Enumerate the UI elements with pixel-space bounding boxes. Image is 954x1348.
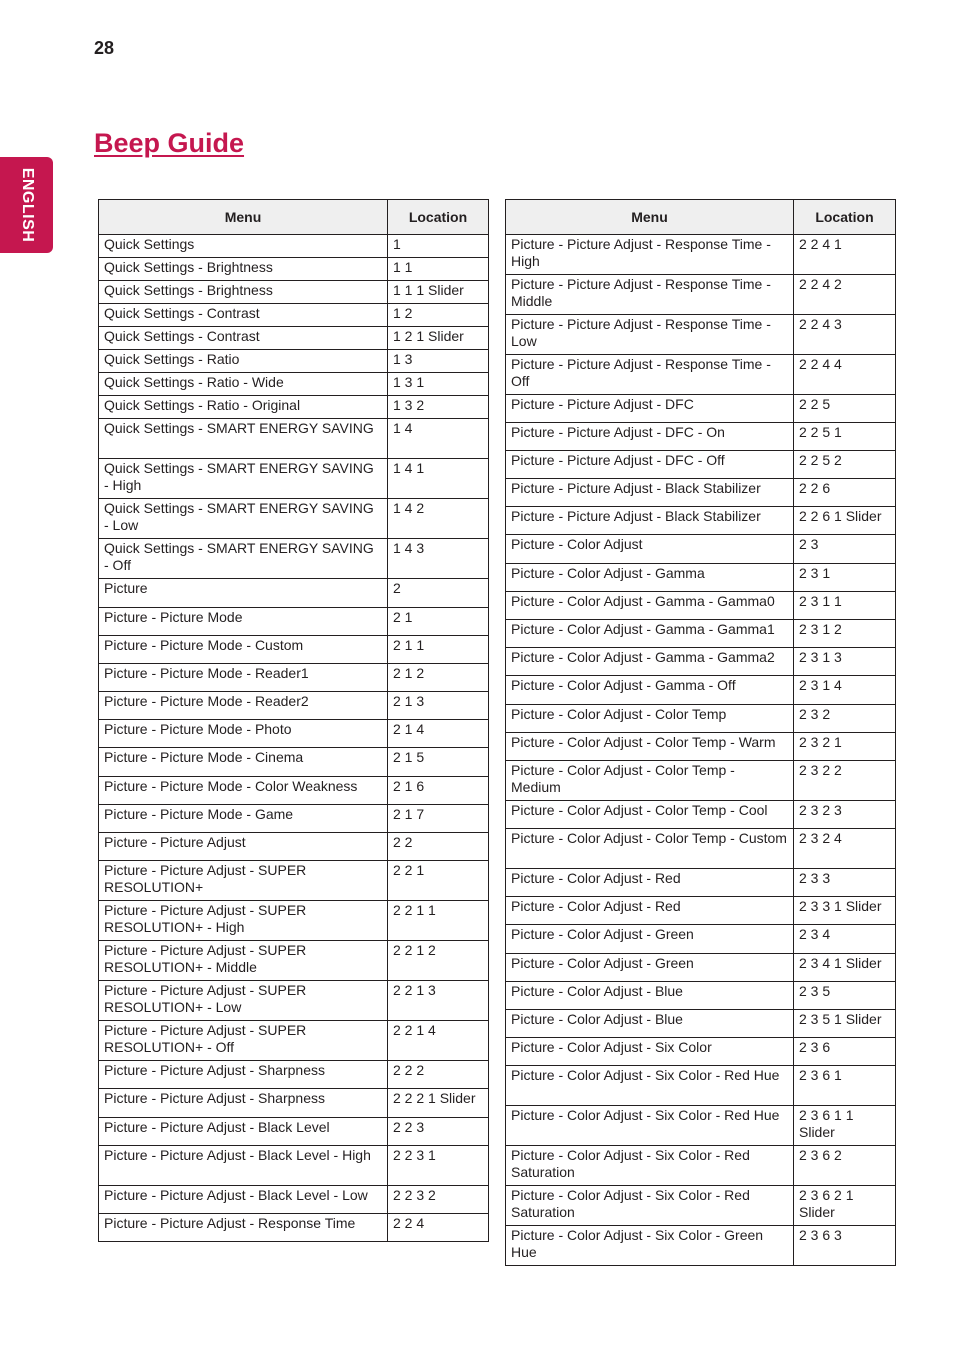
table-row <box>99 861 489 901</box>
table-row <box>99 664 489 692</box>
location-cell: 2 1 1 <box>388 636 489 664</box>
menu-cell: Picture - Picture Mode - Color Weakness <box>99 777 388 805</box>
location-cell: 1 4 <box>388 419 489 459</box>
location-cell: 1 <box>388 235 489 258</box>
location-cell: 2 3 3 <box>794 869 896 897</box>
location-cell: 2 1 3 <box>388 692 489 720</box>
beep-guide-table-left <box>98 199 489 1242</box>
location-cell: 1 3 2 <box>388 396 489 419</box>
location-cell: 2 2 5 <box>794 395 896 423</box>
location-cell: 2 1 5 <box>388 748 489 777</box>
menu-cell: Quick Settings - Ratio - Original <box>99 396 388 419</box>
table-row <box>506 676 896 705</box>
table-row <box>506 1226 896 1266</box>
location-cell: 2 3 2 1 <box>794 733 896 761</box>
menu-cell: Picture - Color Adjust - Red <box>506 897 794 925</box>
location-cell: 2 2 4 <box>388 1214 489 1242</box>
table-row <box>99 720 489 748</box>
table-row <box>99 692 489 720</box>
table-row <box>506 451 896 479</box>
table-row <box>99 258 489 281</box>
table-header-row <box>99 200 489 235</box>
table-row <box>506 801 896 829</box>
location-cell: 2 3 6 3 <box>794 1226 896 1266</box>
menu-cell: Picture - Picture Adjust - Response Time <box>99 1214 388 1242</box>
menu-cell: Quick Settings - Ratio - Wide <box>99 373 388 396</box>
table-row <box>506 315 896 355</box>
table-row <box>506 395 896 423</box>
table-row <box>506 423 896 451</box>
menu-cell: Picture - Picture Adjust - Black Level - High <box>99 1146 388 1186</box>
menu-cell: Quick Settings <box>99 235 388 258</box>
menu-cell: Quick Settings - SMART ENERGY SAVING - Off <box>99 539 388 579</box>
location-cell: 2 2 1 4 <box>388 1021 489 1061</box>
location-cell: 2 3 2 3 <box>794 801 896 829</box>
location-cell: 1 2 <box>388 304 489 327</box>
location-cell: 2 2 4 2 <box>794 275 896 315</box>
menu-cell: Picture - Picture Adjust - SUPER RESOLUTION+ - Off <box>99 1021 388 1061</box>
location-cell: 2 2 2 1 Slider <box>388 1089 489 1118</box>
table-row <box>99 1021 489 1061</box>
location-cell: 1 1 <box>388 258 489 281</box>
table-row <box>99 539 489 579</box>
menu-cell: Quick Settings - Brightness <box>99 281 388 304</box>
menu-cell: Picture - Picture Mode - Photo <box>99 720 388 748</box>
menu-cell: Picture - Color Adjust - Gamma - Gamma1 <box>506 620 794 648</box>
table-row <box>99 1118 489 1146</box>
menu-cell: Picture - Color Adjust - Color Temp - Cool <box>506 801 794 829</box>
beep-guide-table-right <box>505 199 896 1266</box>
menu-cell: Picture - Picture Adjust - Black Level <box>99 1118 388 1146</box>
location-cell: 2 1 7 <box>388 805 489 833</box>
location-cell: 2 2 4 1 <box>794 235 896 275</box>
menu-cell: Picture - Color Adjust - Six Color - Green Hue <box>506 1226 794 1266</box>
table-row <box>506 1038 896 1066</box>
menu-cell: Quick Settings - Ratio <box>99 350 388 373</box>
location-cell: 2 2 1 2 <box>388 941 489 981</box>
menu-cell: Quick Settings - SMART ENERGY SAVING - Low <box>99 499 388 539</box>
location-cell: 1 1 1 Slider <box>388 281 489 304</box>
menu-cell: Picture - Color Adjust <box>506 535 794 564</box>
table-row <box>99 235 489 258</box>
location-cell: 2 2 4 3 <box>794 315 896 355</box>
menu-cell: Picture - Color Adjust - Gamma <box>506 564 794 592</box>
location-cell: 1 3 1 <box>388 373 489 396</box>
location-cell: 2 2 3 <box>388 1118 489 1146</box>
menu-cell: Picture - Color Adjust - Gamma - Gamma2 <box>506 648 794 676</box>
table-row <box>99 419 489 459</box>
location-cell: 2 3 6 1 <box>794 1066 896 1106</box>
table-row <box>506 705 896 733</box>
menu-cell: Picture - Picture Mode - Cinema <box>99 748 388 777</box>
table-row <box>506 535 896 564</box>
table-row <box>506 648 896 676</box>
table-row <box>99 1146 489 1186</box>
table-row <box>506 1066 896 1106</box>
location-cell: 2 2 6 <box>794 479 896 507</box>
menu-cell: Picture - Color Adjust - Gamma - Gamma0 <box>506 592 794 620</box>
table-row <box>99 748 489 777</box>
table-header-row <box>506 200 896 235</box>
table-row <box>99 396 489 419</box>
location-cell: 2 1 6 <box>388 777 489 805</box>
location-cell: 2 3 6 <box>794 1038 896 1066</box>
location-cell: 2 3 2 4 <box>794 829 896 869</box>
language-tab-label: ENGLISH <box>18 167 36 243</box>
menu-cell: Picture - Picture Adjust - SUPER RESOLUTION+ - High <box>99 901 388 941</box>
menu-cell: Picture - Picture Mode - Game <box>99 805 388 833</box>
table-row <box>99 350 489 373</box>
menu-cell: Picture - Picture Adjust - Black Stabilizer <box>506 507 794 535</box>
table-row <box>99 304 489 327</box>
menu-cell: Picture - Color Adjust - Green <box>506 925 794 954</box>
location-cell: 2 1 2 <box>388 664 489 692</box>
table-row <box>506 897 896 925</box>
location-cell: 1 4 2 <box>388 499 489 539</box>
table-row <box>506 1186 896 1226</box>
table-row <box>506 275 896 315</box>
location-cell: 2 2 3 2 <box>388 1186 489 1214</box>
column-header-location: Location <box>388 200 489 235</box>
table-row <box>506 507 896 535</box>
table-row <box>99 636 489 664</box>
location-cell: 2 3 2 <box>794 705 896 733</box>
menu-cell: Picture - Color Adjust - Six Color - Red Hue <box>506 1106 794 1146</box>
location-cell: 2 3 5 1 Slider <box>794 1010 896 1038</box>
table-row <box>506 235 896 275</box>
table-row <box>506 1146 896 1186</box>
table-row <box>99 579 489 608</box>
location-cell: 2 3 1 1 <box>794 592 896 620</box>
location-cell: 2 3 2 2 <box>794 761 896 801</box>
menu-cell: Picture - Picture Adjust - DFC - Off <box>506 451 794 479</box>
menu-cell: Picture - Color Adjust - Color Temp <box>506 705 794 733</box>
table-row <box>99 373 489 396</box>
table-row <box>99 281 489 304</box>
menu-cell: Quick Settings - Contrast <box>99 327 388 350</box>
location-cell: 2 3 6 2 1 Slider <box>794 1186 896 1226</box>
table-row <box>99 459 489 499</box>
location-cell: 2 <box>388 579 489 608</box>
table-row <box>99 1061 489 1089</box>
menu-cell: Picture - Picture Adjust - Black Level - Low <box>99 1186 388 1214</box>
location-cell: 2 3 4 <box>794 925 896 954</box>
menu-cell: Picture - Color Adjust - Six Color - Red Saturation <box>506 1146 794 1186</box>
location-cell: 2 2 5 1 <box>794 423 896 451</box>
table-row <box>99 608 489 636</box>
table-row <box>506 620 896 648</box>
table-row <box>506 982 896 1010</box>
menu-cell: Picture - Color Adjust - Six Color <box>506 1038 794 1066</box>
table-row <box>99 777 489 805</box>
menu-cell: Quick Settings - SMART ENERGY SAVING - High <box>99 459 388 499</box>
menu-cell: Picture - Color Adjust - Color Temp - Custom <box>506 829 794 869</box>
location-cell: 1 4 1 <box>388 459 489 499</box>
location-cell: 2 2 1 <box>388 861 489 901</box>
table-row <box>506 954 896 982</box>
table-row <box>99 499 489 539</box>
table-row <box>506 733 896 761</box>
table-row <box>506 592 896 620</box>
location-cell: 2 3 6 1 1 Slider <box>794 1106 896 1146</box>
menu-cell: Picture - Picture Adjust - Response Time - High <box>506 235 794 275</box>
location-cell: 2 2 2 <box>388 1061 489 1089</box>
menu-cell: Picture - Picture Mode - Reader2 <box>99 692 388 720</box>
table-row <box>99 941 489 981</box>
menu-cell: Picture - Picture Adjust - Response Time - Off <box>506 355 794 395</box>
table-row <box>99 901 489 941</box>
location-cell: 2 3 1 2 <box>794 620 896 648</box>
location-cell: 2 2 3 1 <box>388 1146 489 1186</box>
page-title: Beep Guide <box>94 128 245 158</box>
location-cell: 2 3 6 2 <box>794 1146 896 1186</box>
location-cell: 2 1 <box>388 608 489 636</box>
menu-cell: Picture - Color Adjust - Red <box>506 869 794 897</box>
location-cell: 2 1 4 <box>388 720 489 748</box>
location-cell: 1 2 1 Slider <box>388 327 489 350</box>
table-row <box>99 1186 489 1214</box>
location-cell: 2 2 4 4 <box>794 355 896 395</box>
menu-cell: Picture - Picture Adjust - SUPER RESOLUTION+ <box>99 861 388 901</box>
menu-cell: Picture - Picture Adjust - Black Stabilizer <box>506 479 794 507</box>
menu-cell: Quick Settings - Contrast <box>99 304 388 327</box>
location-cell: 2 3 1 4 <box>794 676 896 705</box>
location-cell: 2 3 3 1 Slider <box>794 897 896 925</box>
location-cell: 1 4 3 <box>388 539 489 579</box>
menu-cell: Picture - Color Adjust - Green <box>506 954 794 982</box>
language-tab <box>0 157 53 253</box>
menu-cell: Picture - Picture Mode - Reader1 <box>99 664 388 692</box>
table-row <box>506 761 896 801</box>
table-row <box>506 829 896 869</box>
column-header-location: Location <box>794 200 896 235</box>
table-row <box>99 1089 489 1118</box>
menu-cell: Picture - Picture Adjust - Sharpness <box>99 1061 388 1089</box>
menu-cell: Picture - Picture Adjust <box>99 833 388 861</box>
location-cell: 2 2 5 2 <box>794 451 896 479</box>
menu-cell: Picture - Color Adjust - Six Color - Red Saturation <box>506 1186 794 1226</box>
table-row <box>506 1010 896 1038</box>
table-row <box>506 925 896 954</box>
menu-cell: Picture - Picture Adjust - DFC <box>506 395 794 423</box>
location-cell: 2 3 1 3 <box>794 648 896 676</box>
location-cell: 2 3 <box>794 535 896 564</box>
menu-cell: Picture - Picture Adjust - Response Time - Low <box>506 315 794 355</box>
location-cell: 2 3 4 1 Slider <box>794 954 896 982</box>
menu-cell: Quick Settings - SMART ENERGY SAVING <box>99 419 388 459</box>
column-header-menu: Menu <box>506 200 794 235</box>
location-cell: 2 2 6 1 Slider <box>794 507 896 535</box>
menu-cell: Picture <box>99 579 388 608</box>
menu-cell: Quick Settings - Brightness <box>99 258 388 281</box>
table-row <box>99 833 489 861</box>
table-row <box>99 981 489 1021</box>
table-row <box>506 869 896 897</box>
table-row <box>99 327 489 350</box>
menu-cell: Picture - Picture Mode <box>99 608 388 636</box>
location-cell: 2 2 1 1 <box>388 901 489 941</box>
location-cell: 1 3 <box>388 350 489 373</box>
location-cell: 2 3 5 <box>794 982 896 1010</box>
table-row <box>99 805 489 833</box>
menu-cell: Picture - Picture Adjust - SUPER RESOLUTION+ - Middle <box>99 941 388 981</box>
page-number: 28 <box>94 38 115 58</box>
column-header-menu: Menu <box>99 200 388 235</box>
location-cell: 2 2 1 3 <box>388 981 489 1021</box>
menu-cell: Picture - Picture Adjust - DFC - On <box>506 423 794 451</box>
table-row <box>506 564 896 592</box>
table-row <box>506 479 896 507</box>
menu-cell: Picture - Picture Adjust - Sharpness <box>99 1089 388 1118</box>
menu-cell: Picture - Color Adjust - Six Color - Red Hue <box>506 1066 794 1106</box>
menu-cell: Picture - Color Adjust - Blue <box>506 982 794 1010</box>
table-row <box>506 1106 896 1146</box>
table-row <box>506 355 896 395</box>
menu-cell: Picture - Picture Adjust - Response Time - Middle <box>506 275 794 315</box>
menu-cell: Picture - Picture Adjust - SUPER RESOLUTION+ - Low <box>99 981 388 1021</box>
menu-cell: Picture - Color Adjust - Blue <box>506 1010 794 1038</box>
location-cell: 2 2 <box>388 833 489 861</box>
menu-cell: Picture - Picture Mode - Custom <box>99 636 388 664</box>
menu-cell: Picture - Color Adjust - Color Temp - Warm <box>506 733 794 761</box>
table-row <box>99 1214 489 1242</box>
menu-cell: Picture - Color Adjust - Color Temp - Medium <box>506 761 794 801</box>
menu-cell: Picture - Color Adjust - Gamma - Off <box>506 676 794 705</box>
location-cell: 2 3 1 <box>794 564 896 592</box>
